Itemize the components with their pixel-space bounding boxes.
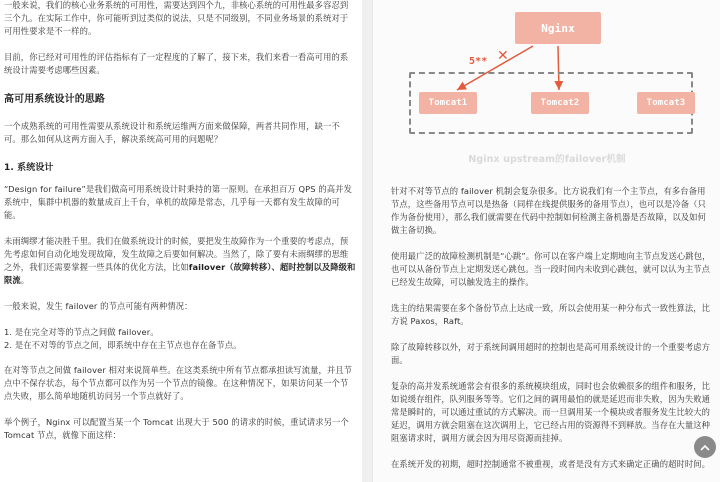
tomcat-node-2: Tomcat2 [531,92,589,114]
list-item: 1. 是在完全对等的节点之间做 failover。 [4,327,159,337]
paragraph: 举个例子，Nginx 可以配置当某一个 Tomcat 出现大于 500 的请求的时候，重试请求另一个 Tomcat 节点，就像下面这样： [4,417,349,440]
paragraph: 除了故障转移以外，对于系统间调用超时的控制也是高可用系统设计的一个重要考虑方面。 [391,342,711,365]
paragraph: 在对等节点之间做 failover 相对来说简单些。在这类系统中所有节点都承担读写流量，并且节点中不保存状态，每个节点都可以作为另一个节点的镜像。在这种情况下，如果访问某一个节点失败，那么简单地随机访问另一个节点就好了。 [4,365,353,401]
paragraph-text: 未雨绸缪才能决胜千里。我们在做系统设计的时候，要把发生故障作为一个重要的考虑点，预先考虑如何自动化地发现故障，发生故障之后要如何解决。当然了，除了要有未雨绸缪的思维之外，我们还需要掌握一些具体的优化方法，比如 [4,236,349,272]
paragraph: 在系统开发的初期，超时控制通常不被重视，或者是没有方式来确定正确的超时时间。 [391,459,711,469]
tomcat-node-3: Tomcat3 [637,92,695,114]
error-code-label: 5** [469,56,488,67]
paragraph: 一般来说，发生 failover 的节点可能有两种情况： [4,301,193,311]
paragraph-text: 。 [20,275,30,285]
paragraph: 一般来说，我们的核心业务系统的可用性，需要达到四个九，非核心系统的可用性最多容忍到三个九。在实际工作中，你可能听到过类似的说法，只是不同级别，不同业务场景的系统对于可用性要求是不一样的。 [4,0,349,36]
failure-x-icon: ✕ [497,48,509,64]
section-heading: 高可用系统设计的思路 [4,94,105,105]
nginx-node: Nginx [515,12,601,44]
paragraph: “Design for failure”是我们做高可用系统设计时秉持的第一原则。在承担百万 QPS 的高并发系统中，集群中机器的数量成百上千台，单机的故障是常态，几乎每一天都有发生故障的可能。 [4,184,352,220]
paragraph: 一个成熟系统的可用性需要从系统设计和系统运维两方面来做保障，两者共同作用，缺一不可。那么如何从这两方面入手，解决系统高可用的问题呢？ [4,121,340,144]
paragraph: 选主的结果需要在多个备份节点上达成一致，所以会使用某一种分布式一致性算法，比方说 Paxos，Raft。 [391,303,711,326]
list [4,326,356,352]
page-gutter [362,0,372,482]
paragraph: 针对不对等节点的 failover 机制会复杂很多。比方说我们有一个主节点，有多台备用节点，这些备用节点可以是热备（同样在线提供服务的备用节点），也可以是冷备（只作为备份使用），那么我们就需要在代码中控制如何检测主备机器是否故障，以及如何做主备切换。 [391,186,706,235]
chevron-up-icon[interactable] [694,436,716,458]
paragraph: 目前，你已经对可用性的评估指标有了一定程度的了解了，接下来，我们来看一看高可用的系统设计需要考虑哪些因素。 [4,52,349,75]
paragraph: 复杂的高并发系统通常会有很多的系统模块组成，同时也会依赖很多的组件和服务，比如说缓存组件，队列服务等等。它们之间的调用最怕的就是延迟而非失败，因为失败通常是瞬时的，可以通过重试的方式解决。而一旦调用某一个模块或者服务发生比较大的延迟，调用方就会阻塞在这次调用上，它已经占用的资源得不到释放。当存在大量这种阻塞请求时，调用方就会因为用尽资源而挂掉。 [391,381,711,443]
failover-diagram [373,0,720,175]
bold-text: failover（故障转移）、超时控制以及降级和限流 [4,262,356,285]
subsection-heading: 1. 系统设计 [4,163,54,173]
paragraph [4,235,356,287]
left-article [4,0,356,455]
paragraph: 使用最广泛的故障检测机制是“心跳”。你可以在客户端上定期地向主节点发送心跳包，也可以从备份节点上定期发送心跳包。当一段时间内未收到心跳包，就可以认为主节点已经发生故障，可以触发选主的操作。 [391,251,711,287]
right-article [391,185,713,482]
list-item: 2. 是在不对等的节点之间，即系统中存在主节点也存在备节点。 [4,340,242,350]
diagram-caption: Nginx upstream的failover机制 [468,154,626,165]
tomcat-node-1: Tomcat1 [419,92,477,114]
right-page [372,0,720,482]
